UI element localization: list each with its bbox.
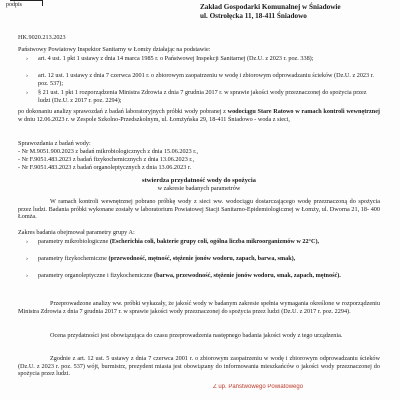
corner-line [10, 0, 42, 1]
parameter-item: › parametry organoleptyczne i fizykochemiczne (barwa, przewodność, stężenie jonów wodoru, smak, zapach, mętność). [26, 272, 341, 279]
parameter-item: › parametry mikrobiologiczne (Escherichia coli, bakterie grupy coli, ogólna liczba mikroorganizmów w 22°C), [26, 238, 320, 245]
parameter-item: › parametry fizykochemiczne (przewodność, mętność, stężenie jonów wodoru, zapach, barwa, smak), [26, 255, 296, 262]
scope-label: Zakres badania obejmował parametry grupy A: [18, 229, 135, 236]
official-stamp [213, 384, 333, 398]
legal-basis-item: › art. 12 ust. 1 ustawy z dnia 7 czerwca 2001 r. o zbiorowym zaopatrzeniu w wodę i zbiorowym odprowadzaniu ścieków (Dz.U. z 2023 r. poz. 537); [26, 72, 374, 87]
paragraph-results: Przeprowadzone analizy ww. próbki wykazały, że jakość wody w badanym zakresie spełnia wymagania określone w rozporządzeniu Ministra Zdrowia z dnia 7 grudnia 2017 r. w sprawie jakości wody przeznaczonej do spożycia przez ludzi (Dz.U. z 2017 r. poz. 2294). [18, 300, 380, 315]
paragraph-sampling: W ramach kontroli wewnętrznej pobrano próbkę wody z sieci ww. wodociągu dostarczającego wodę przeznaczoną do spożycia przez ludzi. Badania próbki wykonane zostały w laboratorium Powiatowej Stacji Sanitarno-Epidemiologicznej w Łomży, ul. Dworna 21, 18- 400 Łomża. [18, 198, 380, 221]
bullet-arrow-icon: › [26, 55, 29, 62]
paragraph-validity: Ocena przydatności jest obowiązująca do czasu przeprowadzenia następnego badania jakości wody z tego urządzenia. [50, 332, 343, 339]
corner-line [42, 0, 43, 6]
bullet-arrow-icon: › [26, 89, 29, 96]
report-item: - Nr M.9051.900.2023 z badań mikrobiologicznych z dnia 15.06.2023 r., [18, 148, 199, 155]
institution-address: ul. Ostrołęcka 11, 18-411 Śniadowo [200, 12, 307, 20]
bullet-arrow-icon: › [26, 272, 29, 279]
intro-text: Państwowy Powiatowy Inspektor Sanitarny w Łomży działając na podstawie: [18, 46, 211, 53]
legal-basis-item: › art. 4 ust. 1 pkt 1 ustawy z dnia 14 marca 1985 r. o Państwowej Inspekcji Sanitarnej (Dz.U. z 2023 r. poz. 338); [26, 55, 314, 62]
reports-label: Sprawozdania z badań wody: [18, 140, 91, 147]
reference-number: HK.9020.213.2023 [18, 34, 66, 41]
water-source-name: wodociągu Stare Ratowo w ramach kontroli wewnętrznej [227, 108, 380, 115]
report-item: - Nr F.9051.483.2023 z badań fizykochemicznych z dnia 13.06.2023 r., [18, 156, 195, 163]
bullet-arrow-icon: › [26, 72, 29, 79]
bullet-arrow-icon: › [26, 238, 29, 245]
legal-basis-item: › § 21 ust. 1 pkt 1 rozporządzenia Ministra Zdrowia z dnia 7 grudnia 2017 r. w sprawie jakości wody przeznaczonej do spożycia przez ludzi (Dz.U. z 2017 r. poz. 2294); [26, 89, 367, 104]
stamp-text: Z up. Państwowego Powiatowego [213, 384, 304, 390]
corner-label: podpis [6, 2, 23, 8]
verdict-title: stwierdza przydatność wody do spożycia [142, 177, 256, 184]
institution-name: Zakład Gospodarki Komunalnej w Śniadowie [200, 3, 341, 11]
analysis-paragraph: po dokonaniu analizy sprawozdań z badań laboratoryjnych próbki wody pobranej z wodociągu Stare Ratowo w ramach kontroli wewnętrznej w dniu 12.06.2023 r. w Zespole Szkolno-Przedszkolnym, ul. Łomżyńska 29, 18-411 Śniadowo - woda z sieci, [18, 108, 380, 123]
paragraph-obligation: Zgodnie z art. 12 ust. 5 ustawy z dnia 7 czerwca 2001 r. o zbiorowym zaopatrzeniu w wodę i zbiorowym odprowadzaniu ścieków (Dz.U. z 2023 r. poz. 537) wójt, burmistrz, prezydent miasta jest obowiązany do informowania mieszkańców o jakości wody przeznaczonej do spożycia przez ludzi. [18, 355, 380, 378]
bullet-arrow-icon: › [26, 255, 29, 262]
verdict-subtitle: w zakresie badanych parametrów [157, 185, 241, 192]
report-item: - Nr F.9051.483.2023 z badań organoleptycznych z dnia 13.06.2023 r. [18, 164, 192, 171]
